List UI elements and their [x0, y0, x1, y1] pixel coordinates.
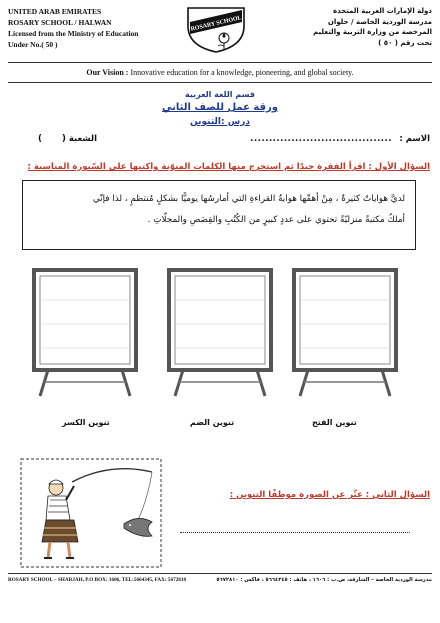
- fisherman-image: [20, 458, 162, 568]
- name-field[interactable]: ......................................: [250, 134, 392, 144]
- board-damm[interactable]: [165, 266, 275, 398]
- vision-divider: [8, 82, 432, 83]
- student-info-row: [10, 134, 430, 148]
- passage-line-1: لديَّ هواياتٌ كثيرةٌ ، مِنْ أهمِّها هوايةُ القراءةِ التي أمارسُها يوميًّا بشكلٍ مُنتظمٍ ، لذا فإنّي: [92, 194, 405, 204]
- vision-text: Innovative education for a knowledge, pioneering, and global society.: [128, 68, 354, 77]
- board-kasr[interactable]: [30, 266, 140, 398]
- header-ar-line-4: تحت رقم ( ٥٠ ): [378, 38, 432, 47]
- department-title: قسم اللغة العربية: [185, 90, 255, 99]
- board-fath[interactable]: [290, 266, 400, 398]
- vision-statement: [0, 68, 440, 77]
- reading-passage: [22, 180, 416, 250]
- logo-text: ROSARY SCHOOL: [190, 15, 243, 33]
- label-fath: تنوين الفتح: [312, 418, 357, 427]
- header-divider: [8, 62, 432, 63]
- name-label: الاسم :: [399, 134, 430, 144]
- question-1: السؤال الأول : اقرأ الفقرة جيدًا ثم استخرج منها الكلمات المنوّنة واكتبها على السّبورة المناسبة :: [27, 162, 430, 172]
- label-kasr: تنوين الكسر: [62, 418, 110, 427]
- section-label: الشعبة (: [62, 134, 98, 144]
- footer-arabic: مدرسة الوردية الخاصة – الشارقة، ص.ب : ١٦٠٦ ، هاتف : ٥٦٦٤٣٤٥ ، فاكس : ٥٦٧٢٨١٠: [216, 577, 432, 583]
- worksheet-title: ورقة عمل للصف الثاني: [162, 102, 278, 113]
- header-en-line-1: UNITED ARAB EMIRATES: [8, 7, 102, 16]
- lesson-title: درس :التنوين: [190, 117, 250, 127]
- header-arabic: [313, 6, 432, 48]
- header-ar-line-3: المرخصة من وزارة التربية والتعليم: [313, 28, 432, 36]
- header-en-line-3: Licensed from the Ministry of Education: [8, 29, 139, 38]
- header-ar-line-2: مدرسة الوردية الخاصة / حلوان: [327, 17, 432, 26]
- header-ar-line-1: دولة الإمارات العربية المتحدة: [332, 7, 432, 15]
- label-damm: تنوين الضم: [190, 418, 235, 427]
- answer-line-1[interactable]: [180, 532, 410, 533]
- question-2: السؤال الثاني : عبِّر عن الصورة موظفًا التنوين :: [229, 490, 430, 500]
- header-en-line-2: ROSARY SCHOOL / HALWAN: [8, 18, 112, 27]
- header-english: [8, 6, 138, 50]
- footer-english: ROSARY SCHOOL – SHARJAH, P.O BOX: 1606, TEL:5664345, FAX: 5672810: [8, 577, 187, 583]
- vision-label: Our Vision :: [86, 68, 129, 77]
- header-en-line-4: Under No.( 50 ): [8, 40, 58, 49]
- section-close: ): [38, 134, 42, 144]
- school-logo: [180, 2, 252, 54]
- passage-line-2: أملكُ مكتبةً منزليّةً تحتوي على عددٍ كبيرٍ من الكُتُبِ والقِصَصِ والمجلّاتِ .: [147, 215, 405, 225]
- footer: [8, 573, 432, 588]
